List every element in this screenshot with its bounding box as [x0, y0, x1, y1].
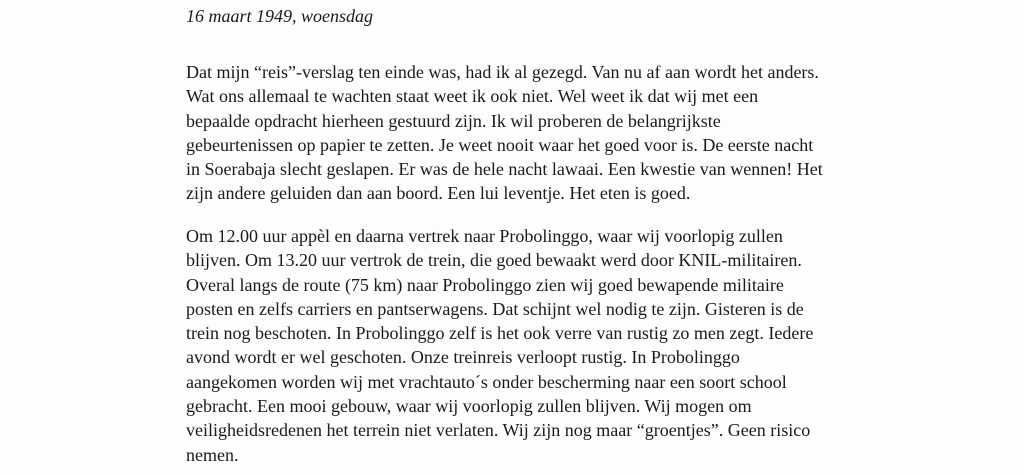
- text-line: aangekomen worden wij met vrachtauto´s onder bescherming naar een soort school: [186, 371, 787, 392]
- text-line: Dat mijn “reis”-verslag ten einde was, had ik al gezegd. Van nu af aan wordt het anders.: [186, 62, 819, 82]
- text-line: veiligheidsredenen het terrein niet verlaten. Wij zijn nog maar “groentjes”. Geen risico: [186, 420, 811, 441]
- text-line: trein nog beschoten. In Probolinggo zelf is het ook verre van rustig zo men zegt. Iedere: [186, 323, 814, 344]
- text-line: gebracht. Een mooi gebouw, waar wij voorlopig zullen blijven. Wij mogen om: [186, 396, 752, 417]
- text-line: gebeurtenissen op papier te zetten. Je weet nooit waar het goed voor is. De eerste nacht: [186, 134, 814, 155]
- text-line: Overal langs de route (75 km) naar Probolinggo zien wij goed bewapende militaire: [186, 274, 784, 295]
- text-line: nemen.: [186, 444, 239, 465]
- text-line: zijn andere geluiden dan aan boord. Een lui leventje. Het eten is goed.: [186, 183, 691, 204]
- date-heading: 16 maart 1949, woensdag: [186, 6, 374, 26]
- text-line: blijven. Om 13.20 uur vertrok de trein, die goed bewaakt werd door KNIL-militairen.: [186, 250, 802, 271]
- text-line: in Soerabaja slecht geslapen. Er was de hele nacht lawaai. Een kwestie van wennen! Het: [186, 159, 823, 180]
- text-line: avond wordt er wel geschoten. Onze treinreis verloopt rustig. In Probolinggo: [186, 347, 740, 368]
- text-line: posten en zelfs carriers en pantserwagens. Dat schijnt wel nodig te zijn. Gisteren is de: [186, 298, 804, 319]
- paragraph-1: [186, 60, 926, 206]
- paragraph-2: [186, 224, 926, 467]
- text-line: bepaalde opdracht hierheen gestuurd zijn. Ik wil proberen de belangrijkste: [186, 110, 721, 131]
- text-line: Wat ons allemaal te wachten staat weet ik ook niet. Wel weet ik dat wij met een: [186, 86, 759, 107]
- text-line: Om 12.00 uur appèl en daarna vertrek naar Probolinggo, waar wij voorlopig zullen: [186, 226, 783, 246]
